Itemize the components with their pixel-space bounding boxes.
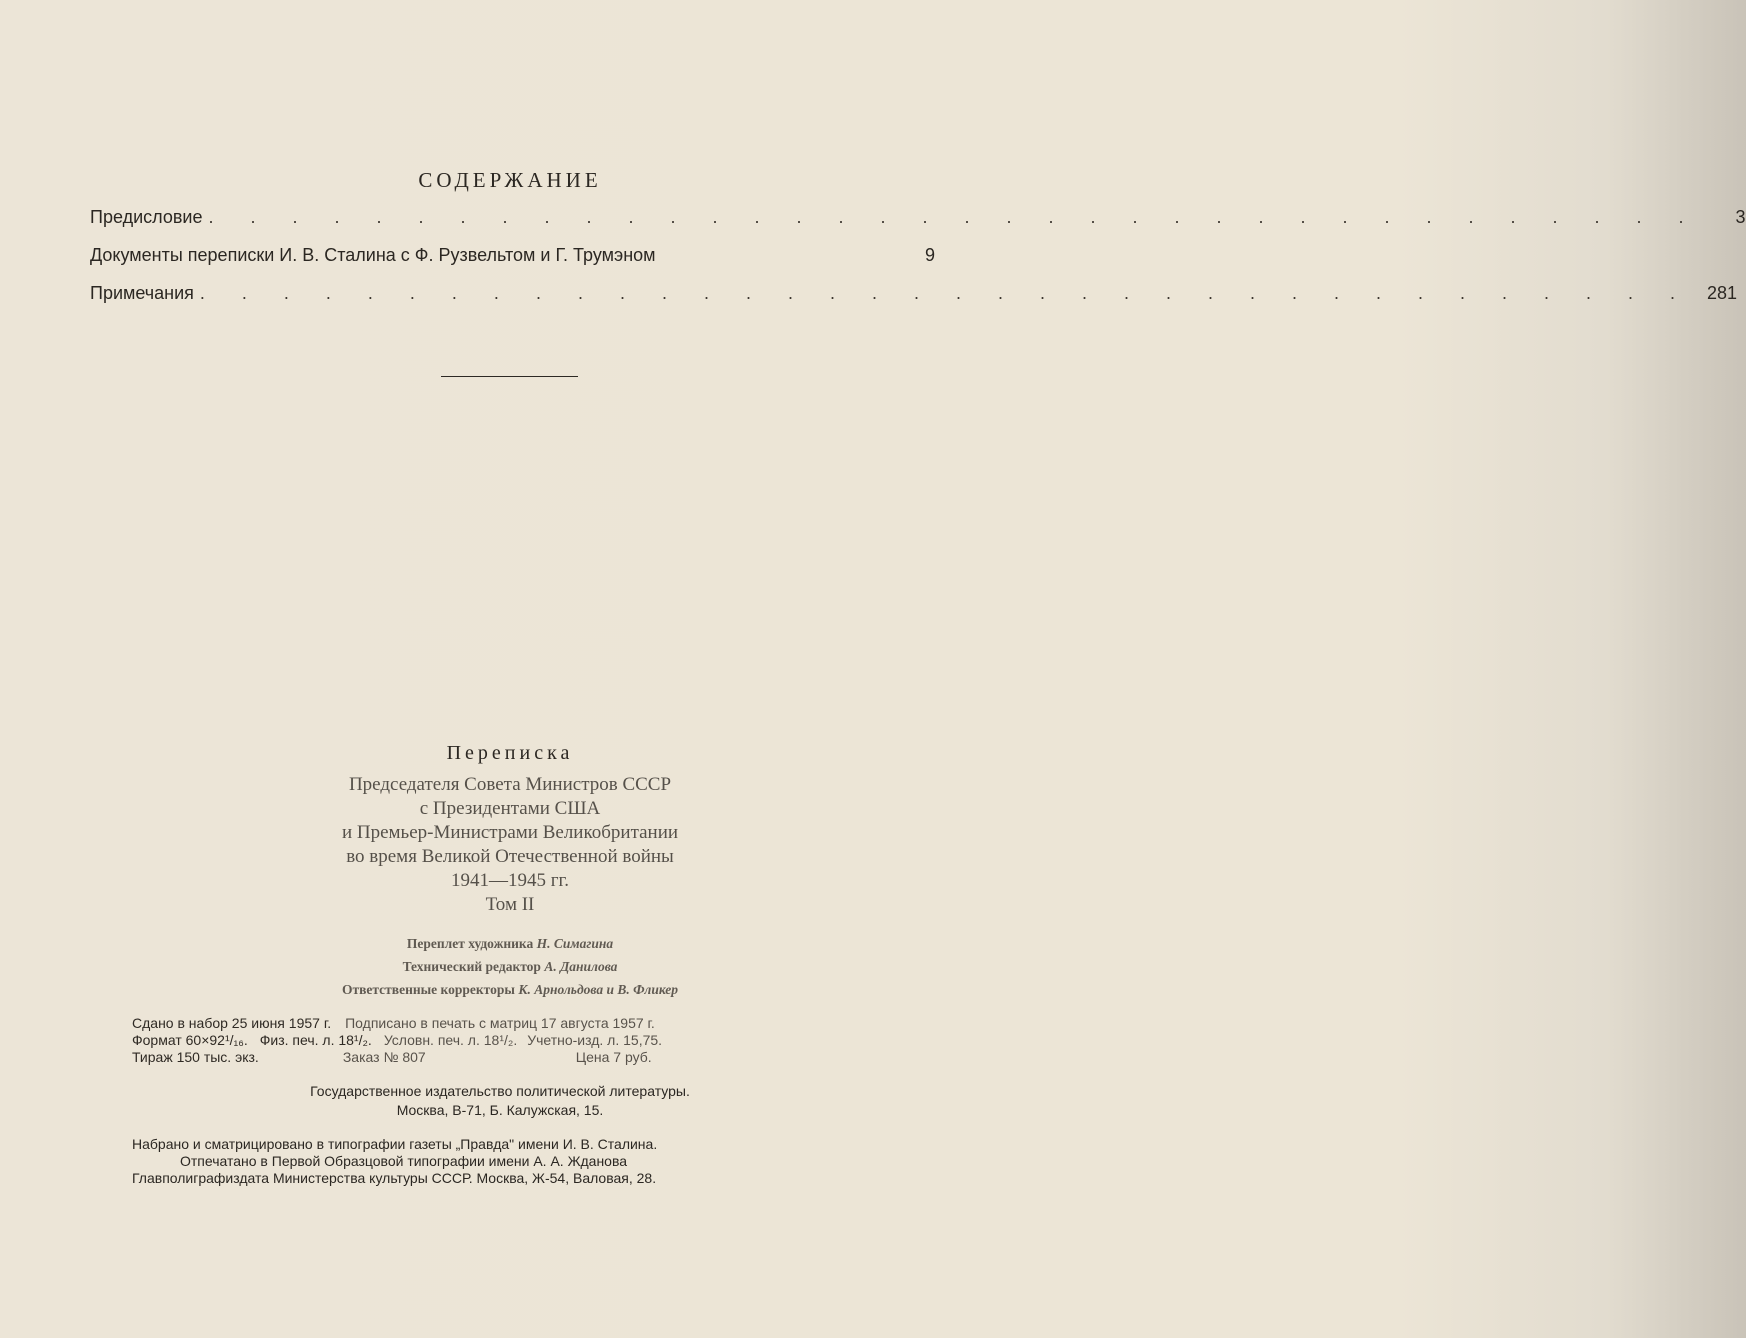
tech-editor-name: А. Данилова (544, 959, 618, 974)
print-specs-row (132, 1015, 662, 1032)
cover-artist-name: Н. Симагина (536, 936, 614, 951)
edit-sheets: Учетно-изд. л. 15,75. (527, 1032, 663, 1048)
proofreaders-label: Ответственные корректоры (341, 982, 515, 997)
imprint-line: во время Великой Отечественной войны (346, 846, 674, 867)
price: Цена 7 руб. (575, 1049, 652, 1065)
cover-artist-credit (0, 932, 1020, 955)
physical-sheets: Физ. печ. л. 18¹/₂. (259, 1032, 372, 1048)
imprint-title-block (0, 742, 1020, 917)
imprint-line: и Премьер-Министрами Великобритании (341, 822, 679, 843)
imprint-line: с Президентами США (419, 798, 601, 819)
cover-artist-label: Переплет художника (406, 936, 534, 951)
tech-editor-label: Технический редактор (402, 959, 541, 974)
table-of-contents (90, 207, 1746, 321)
printer-block (132, 1136, 892, 1187)
imprint-volume: Том II (485, 894, 535, 915)
toc-entry-title: Предисловие (90, 207, 203, 227)
toc-entry (90, 245, 935, 283)
toc-entry-page: 9 (924, 245, 935, 265)
toc-entry-title: Документы переписки И. В. Сталина с Ф. Рузвельтом и Г. Трумэном (90, 245, 656, 265)
signed-date: Подписано в печать с матриц 17 августа 1957 г. (345, 1015, 655, 1031)
set-date: Сдано в набор 25 июня 1957 г. (132, 1015, 332, 1031)
publisher-block (0, 1082, 1000, 1120)
proofreaders-names: К. Арнольдова и В. Фликер (518, 982, 679, 997)
publisher-name: Государственное издательство политической литературы. (310, 1083, 690, 1099)
print-specs-row (132, 1049, 662, 1066)
toc-entry (90, 283, 1737, 321)
toc-leader-dots: . . . . . . . . . . . . . . . . . . . . . . . . . . . . . . . . . . . . (199, 283, 1691, 303)
toc-entry-title: Примечания (90, 283, 194, 303)
toc-leader-dots: . . . . . . . . . . . . . . . . . . . . . . . . . . . . . . . . . . . . (208, 207, 1700, 227)
conditional-sheets: Условн. печ. л. 18¹/₂. (383, 1032, 518, 1048)
printer-line: Главполиграфиздата Министерства культуры СССР. Москва, Ж-54, Валовая, 28. (132, 1170, 657, 1186)
tech-editor-credit (0, 955, 1020, 978)
print-run: Тираж 150 тыс. экз. (132, 1049, 259, 1065)
order-number: Заказ № 807 (342, 1049, 426, 1065)
printer-line: Набрано и сматрицировано в типографии газеты „Правда" имени И. В. Сталина. (132, 1136, 658, 1152)
format-value: Формат 60×92¹/₁₆. (132, 1032, 248, 1048)
publisher-address: Москва, В-71, Б. Калужская, 15. (396, 1102, 604, 1118)
toc-entry-page: 281 (1706, 283, 1737, 303)
imprint-title: Переписка (446, 742, 574, 764)
section-divider (441, 376, 578, 377)
proofreaders-credit (0, 978, 1020, 1001)
toc-heading: СОДЕРЖАНИЕ (418, 168, 602, 192)
imprint-line: Председателя Совета Министров СССР (348, 774, 672, 795)
toc-entry (90, 207, 1746, 245)
print-specs (132, 1015, 662, 1066)
toc-entry-page: 3 (1735, 207, 1746, 227)
print-specs-row (132, 1032, 662, 1049)
imprint-line: 1941—1945 гг. (451, 870, 569, 891)
printer-line: Отпечатано в Первой Образцовой типографии имени А. А. Жданова (180, 1153, 628, 1169)
staff-credits (0, 932, 1020, 1001)
